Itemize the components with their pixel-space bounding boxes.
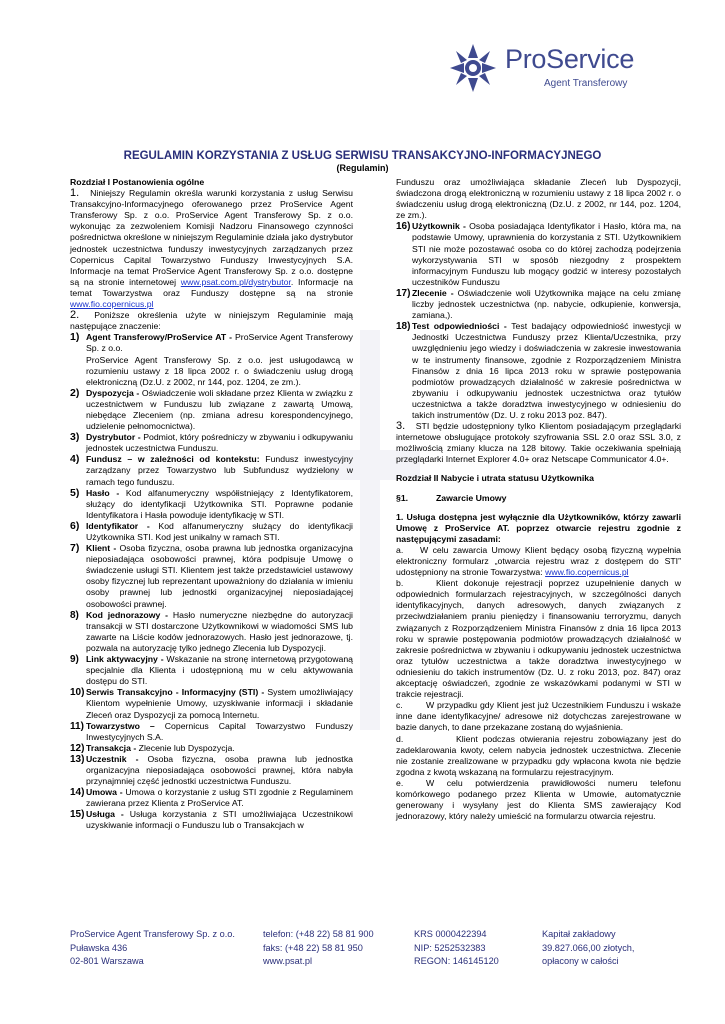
clause-letter: b. [396, 578, 404, 589]
clause-text: W celu zawarcia Umowy Klient będący osobą fizyczną wypełnia elektroniczny formularz „otwarcia rejestru wraz z dostępem do STI” udostępniony na stronie Towarzystwa: [396, 544, 681, 578]
definition-14 [70, 787, 353, 809]
clause-letter: a. [396, 544, 404, 555]
definition-number: 17) [396, 287, 411, 299]
definition-text: Umowa o korzystanie z usług STI zgodnie z Regulaminem zawierana przez Klienta z ProService AT. [86, 787, 354, 809]
footer-capital [542, 928, 634, 969]
definition-text: Osoba fizyczna, osoba prawna lub jednostka organizacyjna nieposiadająca osobowości prawnej, która podpisuje Umowę o świadczenie usługi STI. Klientem jest także przedstawiciel ustawowy osoby fizycznej lub reprezentant upoważniony do działania w imieniu osoby prawnej lub jednostki organizacyjnej nieposiadającej osobowości prawnej. [86, 543, 353, 609]
definition-number: 6) [70, 519, 80, 532]
definition-term: Test odpowiedniości - [412, 321, 507, 332]
footer-nip: NIP: 5252532383 [414, 942, 486, 953]
definition-text: Zlecenie lub Dyspozycja. [138, 742, 235, 753]
definition-text: System umożliwiający Klientom wypełnienie Umowy, uzyskiwanie informacji i składanie Zleceń oraz Dyspozycji za pomocą Internetu. [86, 687, 353, 720]
definition-text: Wskazanie na stronę internetową przygotowaną specjalnie dla Klienta i udostępnioną mu w celu aktywowania dostępu do STI. [86, 654, 353, 687]
definition-term: Serwis Transakcyjno - Informacyjny (STI) - [86, 687, 265, 698]
proservice-logo [448, 42, 688, 98]
page-subtitle: (Regulamin) [336, 163, 389, 173]
definition-number: 3) [70, 431, 80, 444]
definition-term: Zlecenie - [412, 287, 454, 298]
paragraph-text: Poniższe określenia użyte w niniejszym Regulaminie mają następujące znaczenie: [70, 310, 354, 332]
definition-18 [396, 321, 681, 421]
footer-capital-amount: 39.827.066,00 złotych, [542, 942, 635, 953]
definition-term: Użytkownik - [412, 221, 466, 232]
footer-regon: REGON: 146145120 [414, 956, 499, 966]
definition-number: 7) [70, 542, 80, 555]
definition-number: 18) [396, 321, 411, 333]
section-number: §1. [396, 492, 409, 503]
clause-text: Klient podczas otwierania rejestru zobowiązany jest do zadeklarowania kwoty, celem nabycia jednostek uczestnictwa. Zlecenie nie zostanie zrealizowane w przypadku gdy wpłacona kwota nie będzie zgodna z kwotą wskazaną na formularzu rejestracyjnym. [396, 733, 681, 777]
definition-9 [70, 654, 353, 687]
definition-10 [70, 687, 353, 720]
definition-term: Transakcja - [86, 742, 137, 753]
footer-street: Puławska 436 [70, 942, 128, 953]
definition-15-continued: Funduszu oraz umożliwiająca składanie Zleceń lub Dyspozycji, świadczona drogą elektroniczną w rozumieniu ustawy z 18 lipca 2002 r. o świadczeniu usług drogą elektroniczną (Dz.U. z 2002, nr 144, poz. 1204, ze zm.). [396, 177, 681, 221]
definition-number: 2) [70, 386, 80, 399]
definition-number: 13) [70, 753, 85, 765]
footer-city: 02-801 Warszawa [70, 956, 144, 966]
usluga-clause: 1. Usługa dostępna jest wyłącznie dla Użytkowników, którzy zawarli Umowę z ProService AT. poprzez otwarcie rejestru zgodnie z następującymi zasadami: [396, 511, 681, 544]
definition-text: ProService Agent Transferowy Sp. z o.o. jest usługodawcą w rozumieniu ustawy z 18 lipca 2002 r. o świadczeniu usług drogą elektroniczną (Dz.U. z 2002, nr 144, poz. 1204, ze zm.). [86, 354, 353, 387]
clause-letter: c. [396, 700, 403, 711]
definition-text: Hasło numeryczne niezbędne do autoryzacji transakcji w STI dostarczone Użytkownikowi w wiadomości SMS lub zawarte na Liście kodów jednorazowych. Hasło jest jednorazowe, tj. pozwala na autoryzację tylko jednego Zlecenia lub Dyspozycji. [86, 609, 353, 653]
definition-16 [396, 221, 681, 288]
definition-4 [70, 454, 353, 487]
definition-number: 14) [70, 787, 85, 799]
clause-text: W przypadku gdy Klient jest już Uczestnikiem Funduszu i wskaże inne dane identyfikacyjne/ adresowe niż dotychczas zarejestrowane w bazie danych, to dane przekazane zostaną do wyjaśnienia. [396, 700, 681, 733]
left-column [70, 177, 353, 832]
definition-3 [70, 432, 353, 454]
definition-term: Agent Transferowy/ProService AT - [86, 332, 233, 343]
clause-letter: e. [396, 777, 404, 788]
page-title: REGULAMIN KORZYSTANIA Z USŁUG SERWISU TRANSAKCYJNO-INFORMACYJNEGO [123, 150, 602, 162]
clause-b [396, 578, 681, 700]
footer-phone: telefon: (+48 22) 58 81 900 [263, 929, 374, 939]
psat-dystrybutor-link[interactable]: www.psat.com.pl/dystrybutor [180, 276, 291, 287]
definition-5 [70, 488, 353, 521]
clause-text: W celu potwierdzenia prawidłowości numeru telefonu komórkowego podanego przez Klienta w Umowie, automatycznie generowany i wysyłany jest do Klienta SMS zawierający Kod jednorazowy, który należy umieścić na formularzu otwarcia rejestru. [396, 777, 681, 822]
logo-name: ProService [505, 44, 635, 74]
footer-website-link[interactable]: www.psat.pl [263, 956, 313, 966]
paragraph-3 [396, 421, 681, 465]
definition-text: Kod alfanumeryczny współistniejący z Identyfikatorem, służący do identyfikacji Użytkownika STI. Poprawne podanie Identyfikatora i Hasła powoduje identyfikację w STI. [86, 487, 354, 520]
footer-contact [263, 928, 374, 969]
footer-capital-paid: opłacony w całości [542, 956, 619, 966]
definition-text: Fundusz inwestycyjny zarządzany przez Towarzystwo lub Subfundusz wydzielony w ramach tego funduszu. [86, 454, 354, 487]
definition-text: Test badający odpowiedniość inwestycji w Jednostki Uczestnictwa Funduszy przez Klienta/Uczestnika, przy uwzględnieniu jego wiedzy i doświadczenia w zakresie inwestowania w te instrumenty finansowe, zgodnie z Rozporządzeniem Ministra Finansów z dnia 16 lipca 2013 roku w sprawie postępowania podmiotów prowadzących działalność w zakresie pośrednictwa w zbywaniu i odkupywaniu jednostek uczestnictwa oraz tytułów uczestnictwa a także doradztwa inwestycyjnego w odniesieniu do takich instrumentów (Dz. U. z roku 2013 poz. 847). [412, 321, 681, 420]
definition-term: Kod jednorazowy - [86, 609, 169, 620]
footer-capital-label: Kapitał zakładowy [542, 929, 616, 939]
definition-number: 4) [70, 453, 80, 466]
clause-letter: d. [396, 733, 404, 744]
definition-number: 9) [70, 654, 79, 666]
fio-copernicus-link[interactable]: www.fio.copernicus.pl [70, 299, 154, 310]
clause-c [396, 700, 681, 733]
definition-term: Fundusz – w zależności od kontekstu: [86, 454, 260, 465]
clause-e [396, 778, 681, 822]
definition-term: Umowa - [86, 787, 123, 798]
logo-star-icon [448, 42, 498, 94]
definition-term: Hasło - [86, 487, 120, 498]
paragraph-text: STI będzie udostępniony tylko Klientom posiadającym przeglądarki internetowe obsługujące protokoły szyfrowania SSL 2.0 oraz SSL 3.0, z możliwością zmiany klucza na 128 bitowy. Takie oczekiwania spełniają przeglądarki Internet Explorer 4.0+ oraz Netscape Communicator 4.0+. [396, 421, 681, 465]
definition-8 [70, 610, 353, 654]
definition-number: 15) [70, 809, 85, 821]
definition-15 [70, 809, 353, 831]
definition-6 [70, 521, 353, 543]
definition-text: Oświadczenie woli składane przez Klienta w związku z uczestnictwem w Funduszu lub związane z zawartą Umową, niebędące Zleceniem (np. zmiana adresu korespondencyjnego, udzielenie pełnomocnictwa). [86, 387, 354, 432]
footer-registry [414, 928, 499, 969]
paragraph-2 [70, 310, 353, 332]
definition-2 [70, 388, 353, 432]
fio-copernicus-link[interactable]: www.fio.copernicus.pl [545, 567, 629, 578]
paragraph-number: 2. [70, 309, 80, 322]
definition-number: 1) [70, 331, 80, 344]
clause-d [396, 734, 681, 778]
definition-number: 16) [396, 221, 411, 233]
paragraph-text: Niniejszy Regulamin określa warunki korzystania z usług Serwisu Transakcyjno-Informacyjnego oferowanego przez ProService Agent Transferowy Sp. z o.o. ProService Agent Transferowy Sp. z o.o. wykonując za zezwoleniem Komisji Nadzoru Finansowego czynności pośrednictwa określone w niniejszym Regulaminie działa jako dystrybutor jednostek uczestnictwa funduszy inwestycyjnych zarządzanych przez Copernicus Capital Towarzystwo Funduszy Inwestycyjnych S.A. Informacje na temat ProService Agent Transferowy Sp. z o.o. dostępne są na stronie internetowej [70, 188, 353, 287]
footer-company [70, 928, 235, 969]
definition-term: Uczestnik - [86, 753, 139, 764]
clause-a [396, 545, 681, 578]
definition-12 [70, 743, 353, 754]
footer-company-name: ProService Agent Transferowy Sp. z o.o. [70, 929, 235, 939]
definition-7 [70, 543, 353, 610]
chapter-heading: Rozdział II Nabycie i utrata statusu Użytkownika [396, 473, 594, 484]
clause-text: Klient dokonuje rejestracji poprzez uzupełnienie danych w odpowiednich formularzach rejestracyjnych, w szczególności danych identyfikacyjnych, danych adresowych, danych związanych z przeciwdziałaniem praniu pieniędzy i finansowaniu terroryzmu, danych związanych z Rozporządzeniem Ministra Finansów z dnia 16 lipca 2013 roku w sprawie postępowania podmiotów prowadzących działalność w zakresie pośrednictwa w zbywaniu i odkupywaniu jednostek uczestnictwa oraz tytułów uczestnictwa a także doradztwa inwestycyjnego w odniesieniu do takich instrumentów (Dz. U. z roku 2013, poz. 847) oraz akceptację oświadczeń, zgodnie ze wskazówkami podanymi w STI w trakcie rejestracji. [396, 578, 681, 700]
definition-text: Osoba posiadająca Identyfikator i Hasło, która ma, na podstawie Umowy, uprawnienia do korzystania z STI. Użytkownikiem STI nie może pozostawać osoba co do której zachodzą podejrzenia wykorzystywania STI w sposób niezgodny z prospektem informacyjnym Funduszu lub mogący godzić w interesy pozostałych uczestników Funduszu [412, 221, 681, 287]
definition-term: Dyspozycja - [86, 387, 140, 398]
footer-fax: faks: (+48 22) 58 81 950 [263, 942, 363, 953]
definition-number: 11) [70, 720, 84, 732]
definition-term: Towarzystwo – [86, 720, 155, 731]
definition-text: Oświadczenie woli Użytkownika mające na celu zmianę liczby jednostek uczestnictwa (np. nabycie, odkupienie, konwersja, zamiana,). [412, 287, 682, 321]
definition-term: Usługa - [86, 809, 124, 820]
paragraph-text: . Informacje na temat Towarzystwa oraz Funduszy dostępne są na stronie [70, 276, 353, 298]
definition-13 [70, 754, 353, 787]
definition-text: Podmiot, który pośredniczy w zbywaniu i odkupywaniu jednostek uczestnictwa Funduszu. [86, 432, 353, 454]
definition-text: Kod alfanumeryczny służący do identyfikacji Użytkownika STI. Kod jest unikalny w ramach STI. [86, 520, 353, 542]
definition-text: Osoba fizyczna, osoba prawna lub jednostka organizacyjna nieposiadająca osobowości prawnej, która nabyła przynajmniej część jednostki uczestnictwa Funduszu. [86, 753, 353, 787]
section-heading [396, 493, 681, 504]
definition-term: Link aktywacyjny - [86, 654, 164, 665]
definition-11 [70, 721, 353, 743]
definition-number: 5) [70, 486, 80, 499]
definition-term: Dystrybutor - [86, 432, 141, 443]
definition-1 [70, 332, 353, 387]
definition-term: Klient - [86, 543, 117, 554]
definition-text: Copernicus Capital Towarzystwo Funduszy Inwestycyjnych S.A. [86, 720, 353, 742]
definition-17 [396, 288, 681, 321]
paragraph-number: 3. [396, 420, 406, 433]
definition-text: ProService Agent Transferowy Sp. z o.o. [86, 332, 353, 354]
right-column [396, 177, 681, 822]
definition-text: Usługa korzystania z STI umożliwiająca Uczestnikowi uzyskiwanie informacji o Funduszu lub o Transakcjach w [86, 809, 353, 831]
paragraph-number: 1. [70, 187, 80, 200]
definition-number: 12) [70, 742, 85, 754]
definition-term: Identyfikator - [86, 520, 150, 531]
footer-krs: KRS 0000422394 [414, 929, 487, 939]
section-title: Zawarcie Umowy [436, 492, 507, 503]
chapter-heading: Rozdział I Postanowienia ogólne [70, 177, 205, 187]
logo-tagline: Agent Transferowy [544, 78, 628, 89]
paragraph-1 [70, 188, 353, 310]
definition-number: 10) [70, 687, 85, 699]
definition-number: 8) [70, 609, 79, 621]
